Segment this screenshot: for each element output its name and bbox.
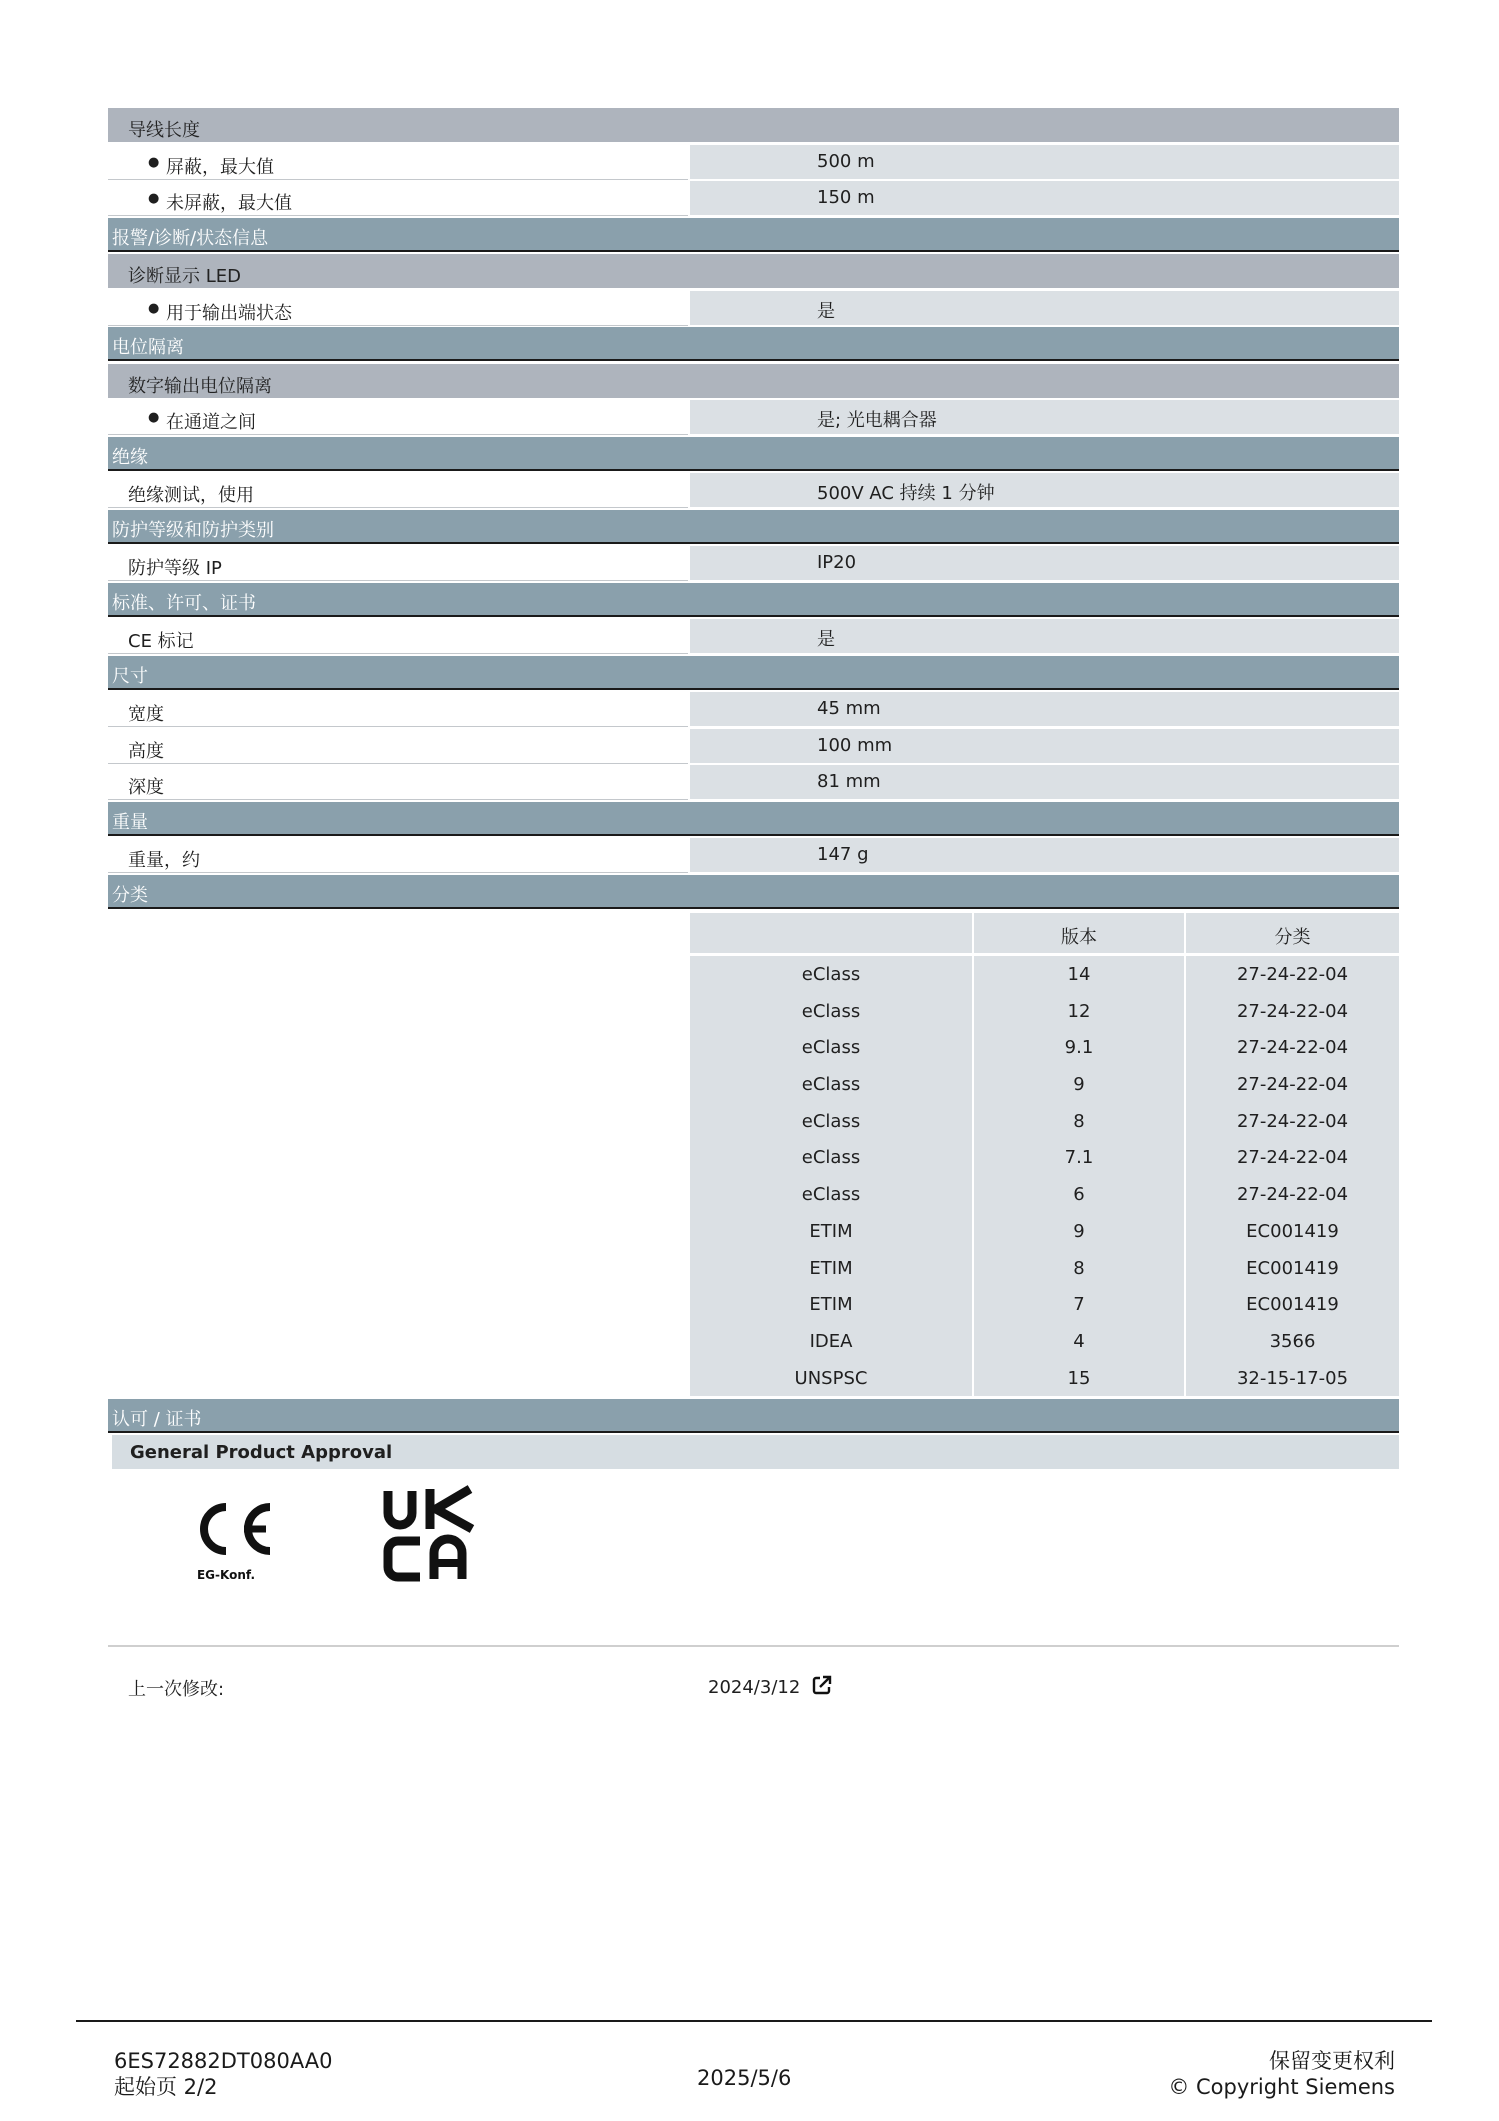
row-value: 是 xyxy=(690,619,1399,653)
section-header xyxy=(108,583,1399,617)
spec-label-cell xyxy=(108,765,688,800)
table-cell: 8 xyxy=(974,1250,1184,1287)
table-cell: 27-24-22-04 xyxy=(1186,993,1399,1030)
table-cell: 9 xyxy=(974,1066,1184,1103)
table-row xyxy=(690,1213,1399,1250)
spec-label-cell xyxy=(108,729,688,764)
table-cell: 14 xyxy=(974,956,1184,993)
last-modified-date: 2024/3/12 xyxy=(708,1677,801,1699)
row-label: 数字输出电位隔离 xyxy=(128,375,272,397)
spec-row xyxy=(108,619,1399,653)
column-header: 分类 xyxy=(1186,913,1399,953)
table-cell: 27-24-22-04 xyxy=(1186,1029,1399,1066)
subsection-header xyxy=(108,364,1399,398)
row-label: 防护等级 IP xyxy=(128,558,222,579)
column-header xyxy=(690,913,972,953)
table-cell: eClass xyxy=(690,1103,972,1140)
row-label: 宽度 xyxy=(128,704,164,725)
row-label: ● 用于输出端状态 xyxy=(166,299,292,325)
table-cell: eClass xyxy=(690,1029,972,1066)
footer-right xyxy=(1168,2048,1395,2100)
table-cell: EC001419 xyxy=(1186,1213,1399,1250)
spec-row xyxy=(108,729,1399,763)
row-label: ● 屏蔽，最大值 xyxy=(166,153,274,179)
spec-row xyxy=(108,546,1399,580)
table-cell: eClass xyxy=(690,1176,972,1213)
section-header xyxy=(108,327,1399,361)
table-row xyxy=(690,1176,1399,1213)
table-cell: 6 xyxy=(974,1176,1184,1213)
row-label: 尺寸 xyxy=(112,665,148,687)
column-header: 版本 xyxy=(974,913,1184,953)
spec-row xyxy=(108,400,1399,434)
table-cell: IDEA xyxy=(690,1323,972,1360)
subsection-header xyxy=(108,108,1399,142)
ce-logo-text: EG-Konf. xyxy=(196,1568,256,1583)
row-label: CE 标记 xyxy=(128,631,194,652)
row-label: 重量 xyxy=(112,811,148,833)
last-modified-label: 上一次修改: xyxy=(128,1679,225,1701)
table-cell: 27-24-22-04 xyxy=(1186,956,1399,993)
row-value: 100 mm xyxy=(690,729,1399,763)
subsection-header xyxy=(108,254,1399,288)
row-value: 是 xyxy=(690,291,1399,325)
spec-label-cell xyxy=(108,692,688,727)
row-value: 500 m xyxy=(690,145,1399,179)
section-divider xyxy=(108,1645,1399,1647)
row-label: 导线长度 xyxy=(128,120,200,141)
section-header xyxy=(108,656,1399,690)
section-header xyxy=(108,510,1399,544)
table-row xyxy=(690,1066,1399,1103)
row-label: 防护等级和防护类别 xyxy=(112,519,274,541)
table-cell: 8 xyxy=(974,1103,1184,1140)
table-cell: 7.1 xyxy=(974,1139,1184,1176)
table-cell: 15 xyxy=(974,1360,1184,1397)
row-label: 诊断显示 LED xyxy=(128,266,241,287)
footer-left xyxy=(114,2048,333,2100)
table-row xyxy=(690,1250,1399,1287)
table-cell: ETIM xyxy=(690,1213,972,1250)
table-cell: 27-24-22-04 xyxy=(1186,1066,1399,1103)
table-cell: EC001419 xyxy=(1186,1250,1399,1287)
table-row xyxy=(690,993,1399,1030)
row-label: ● 未屏蔽，最大值 xyxy=(166,189,292,215)
table-cell: eClass xyxy=(690,956,972,993)
table-cell: 27-24-22-04 xyxy=(1186,1176,1399,1213)
page-info: 起始页 2/2 xyxy=(114,2075,218,2099)
row-value: 147 g xyxy=(690,838,1399,872)
ce-mark-icon xyxy=(178,1485,288,1595)
footer-divider xyxy=(76,2020,1432,2022)
table-cell: UNSPSC xyxy=(690,1360,972,1397)
table-cell: eClass xyxy=(690,1139,972,1176)
article-number: 6ES72882DT080AA0 xyxy=(114,2049,333,2073)
table-cell: 9.1 xyxy=(974,1029,1184,1066)
copyright-text: © Copyright Siemens xyxy=(1168,2075,1395,2099)
section-header xyxy=(108,218,1399,252)
section-header xyxy=(108,802,1399,836)
table-cell: eClass xyxy=(690,1066,972,1103)
spec-row xyxy=(108,692,1399,726)
row-value: 45 mm xyxy=(690,692,1399,726)
table-cell: 4 xyxy=(974,1323,1184,1360)
section-header xyxy=(108,1399,1399,1433)
table-cell: 3566 xyxy=(1186,1323,1399,1360)
table-cell: 12 xyxy=(974,993,1184,1030)
row-label: 重量，约 xyxy=(128,850,200,871)
table-row xyxy=(690,1286,1399,1323)
spec-row xyxy=(108,838,1399,872)
classification-table xyxy=(690,913,1399,1396)
row-label: 深度 xyxy=(128,777,164,798)
section-header xyxy=(108,875,1399,909)
rights-text: 保留变更权利 xyxy=(1269,2049,1395,2073)
row-label: 认可 / 证书 xyxy=(112,1409,202,1431)
ukca-mark-icon xyxy=(378,1479,488,1589)
table-cell: ETIM xyxy=(690,1250,972,1287)
row-label: 标准、许可、证书 xyxy=(112,592,256,614)
last-modified-value xyxy=(708,1675,832,1698)
spec-row xyxy=(108,473,1399,507)
table-row xyxy=(690,1323,1399,1360)
row-label: 高度 xyxy=(128,740,164,762)
table-cell: 27-24-22-04 xyxy=(1186,1139,1399,1176)
classification-header-row xyxy=(690,913,1399,956)
row-value: 是; 光电耦合器 xyxy=(690,400,1399,434)
spec-row xyxy=(108,145,1399,179)
spec-label-cell xyxy=(108,619,688,654)
approval-subheader: General Product Approval xyxy=(112,1435,1399,1469)
footer-date: 2025/5/6 xyxy=(697,2066,792,2090)
external-link-icon[interactable] xyxy=(812,1675,832,1695)
table-cell: ETIM xyxy=(690,1286,972,1323)
table-row xyxy=(690,956,1399,993)
table-row xyxy=(690,1029,1399,1066)
row-label: 绝缘测试，使用 xyxy=(128,485,254,506)
table-cell: eClass xyxy=(690,993,972,1030)
row-label: ● 在通道之间 xyxy=(166,408,256,434)
table-cell: 7 xyxy=(974,1286,1184,1323)
table-row xyxy=(690,1139,1399,1176)
table-row xyxy=(690,1360,1399,1397)
table-row xyxy=(690,1103,1399,1140)
row-label: 分类 xyxy=(112,884,148,906)
row-value: 150 m xyxy=(690,181,1399,215)
row-value: 500V AC 持续 1 分钟 xyxy=(690,473,1399,507)
row-value: 81 mm xyxy=(690,765,1399,799)
row-label: 电位隔离 xyxy=(112,337,184,358)
table-cell: 9 xyxy=(974,1213,1184,1250)
table-cell: 32-15-17-05 xyxy=(1186,1360,1399,1397)
table-cell: EC001419 xyxy=(1186,1286,1399,1323)
table-cell: 27-24-22-04 xyxy=(1186,1103,1399,1140)
spec-row xyxy=(108,765,1399,799)
row-label: 报警/诊断/状态信息 xyxy=(112,227,269,249)
row-label: 绝缘 xyxy=(112,446,148,468)
spec-row xyxy=(108,291,1399,325)
spec-row xyxy=(108,181,1399,215)
section-header xyxy=(108,437,1399,471)
row-value: IP20 xyxy=(690,546,1399,580)
